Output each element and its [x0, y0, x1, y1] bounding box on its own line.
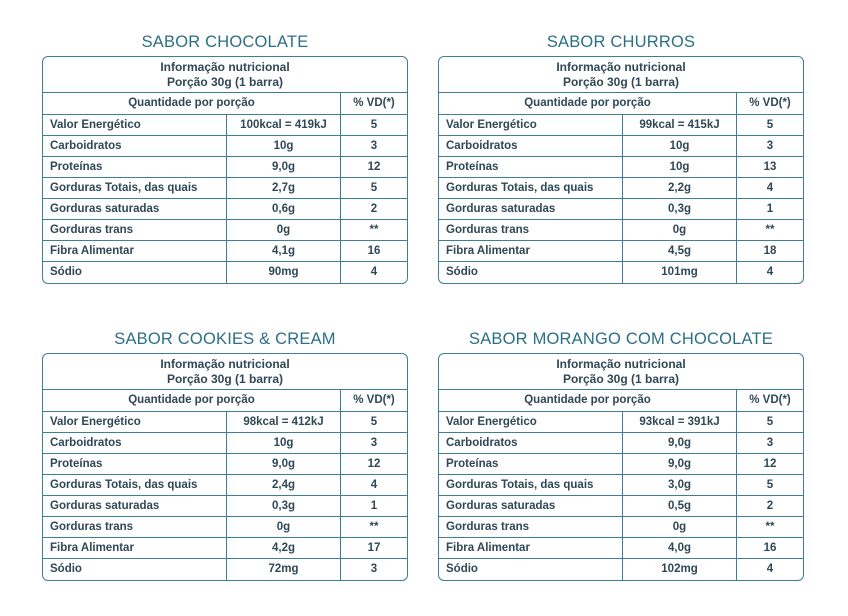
nutrient-quantity: 10g: [623, 157, 737, 177]
nutrient-name: Gorduras saturadas: [43, 199, 227, 219]
nutrient-name: Carboidratos: [43, 136, 227, 156]
table-row: [439, 199, 803, 220]
nutrient-quantity: 0g: [227, 220, 341, 240]
nutrient-vd: 3: [766, 437, 774, 449]
nutrient-vd: 5: [766, 479, 774, 491]
nutrient-vd: 17: [367, 542, 381, 554]
nutrient-vd: 12: [367, 458, 381, 470]
nutrient-quantity: 0,5g: [623, 496, 737, 516]
nutrient-vd: 1: [766, 203, 774, 215]
nutrient-name: Valor Energético: [439, 115, 623, 135]
nutrient-quantity: 2,2g: [623, 178, 737, 198]
nutrient-name: Sódio: [43, 262, 227, 283]
nutrient-vd: **: [765, 521, 775, 533]
nutrient-vd: 4: [766, 266, 774, 278]
nutrient-vd: 3: [370, 563, 378, 575]
table-row: [43, 454, 407, 475]
panel-morango-chocolate: [438, 328, 804, 581]
nutrient-vd: 16: [763, 542, 777, 554]
info-title: Informação nutricional: [556, 60, 686, 74]
nutrient-quantity: 4,0g: [623, 538, 737, 558]
serving-size: Porção 30g (1 barra): [166, 372, 284, 386]
nutrient-name: Gorduras Totais, das quais: [43, 475, 227, 495]
nutrient-name: Valor Energético: [43, 412, 227, 432]
table-row: [439, 475, 803, 496]
nutrient-vd: **: [765, 224, 775, 236]
nutrient-vd: 12: [763, 458, 777, 470]
column-header-row: [439, 390, 803, 412]
nutrient-name: Proteínas: [43, 454, 227, 474]
nutrient-name: Gorduras trans: [439, 517, 623, 537]
nutrition-table: [438, 353, 804, 581]
nutrient-vd: 3: [766, 140, 774, 152]
info-title: Informação nutricional: [556, 357, 686, 371]
nutrient-quantity: 9,0g: [623, 433, 737, 453]
nutrient-vd: 1: [370, 500, 378, 512]
serving-size: Porção 30g (1 barra): [166, 75, 284, 89]
table-row: [43, 136, 407, 157]
nutrient-quantity: 0,6g: [227, 199, 341, 219]
table-row: [43, 538, 407, 559]
table-row: [43, 115, 407, 136]
nutrient-quantity: 101mg: [623, 262, 737, 283]
nutrient-quantity: 4,1g: [227, 241, 341, 261]
nutrient-name: Proteínas: [43, 157, 227, 177]
nutrient-vd: 5: [766, 119, 774, 131]
nutrient-quantity: 9,0g: [227, 157, 341, 177]
panel-chocolate: [42, 31, 408, 284]
nutrient-name: Gorduras Totais, das quais: [439, 178, 623, 198]
table-row: [43, 433, 407, 454]
nutrient-vd: 2: [370, 203, 378, 215]
nutrition-header: [439, 57, 803, 93]
nutrient-vd: 4: [766, 563, 774, 575]
flavor-title: SABOR COOKIES & CREAM: [114, 330, 336, 348]
table-row: [439, 115, 803, 136]
serving-size: Porção 30g (1 barra): [562, 372, 680, 386]
nutrient-vd: 18: [763, 245, 777, 257]
nutrient-vd: 4: [766, 182, 774, 194]
nutrient-quantity: 0g: [623, 220, 737, 240]
table-row: [43, 412, 407, 433]
table-row: [43, 241, 407, 262]
nutrient-quantity: 0g: [227, 517, 341, 537]
nutrient-quantity: 10g: [623, 136, 737, 156]
column-header-row: [439, 93, 803, 115]
nutrition-table: [42, 353, 408, 581]
column-header-row: [43, 93, 407, 115]
nutrient-name: Proteínas: [439, 157, 623, 177]
table-row: [439, 454, 803, 475]
nutrient-quantity: 0g: [623, 517, 737, 537]
flavor-title: SABOR CHOCOLATE: [141, 33, 309, 51]
table-row: [43, 178, 407, 199]
table-row: [43, 199, 407, 220]
column-header-row: [43, 390, 407, 412]
nutrient-name: Carboidratos: [439, 136, 623, 156]
nutrient-name: Fibra Alimentar: [439, 241, 623, 261]
nutrient-vd: 5: [370, 119, 378, 131]
table-row: [43, 559, 407, 580]
nutrition-header: [43, 354, 407, 390]
table-row: [439, 496, 803, 517]
nutrient-quantity: 72mg: [227, 559, 341, 580]
info-title: Informação nutricional: [160, 60, 290, 74]
nutrient-name: Sódio: [439, 559, 623, 580]
nutrient-quantity: 98kcal = 412kJ: [227, 412, 341, 432]
qty-header: Quantidade por porção: [439, 93, 737, 114]
serving-size: Porção 30g (1 barra): [562, 75, 680, 89]
table-row: [439, 136, 803, 157]
panel-cookies-cream: [42, 328, 408, 581]
nutrient-vd: 3: [370, 140, 378, 152]
qty-header: Quantidade por porção: [439, 390, 737, 411]
nutrient-vd: 4: [370, 479, 378, 491]
table-row: [43, 262, 407, 283]
vd-header: % VD(*): [353, 97, 395, 109]
table-row: [439, 433, 803, 454]
nutrient-vd: 5: [766, 416, 774, 428]
nutrient-quantity: 100kcal = 419kJ: [227, 115, 341, 135]
nutrient-name: Gorduras saturadas: [439, 199, 623, 219]
nutrient-vd: 3: [370, 437, 378, 449]
nutrient-name: Valor Energético: [43, 115, 227, 135]
vd-header: % VD(*): [749, 97, 791, 109]
nutrient-vd: 12: [367, 161, 381, 173]
table-row: [439, 538, 803, 559]
nutrient-name: Sódio: [439, 262, 623, 283]
nutrient-name: Fibra Alimentar: [43, 241, 227, 261]
nutrient-quantity: 93kcal = 391kJ: [623, 412, 737, 432]
nutrient-name: Gorduras saturadas: [43, 496, 227, 516]
nutrient-quantity: 10g: [227, 433, 341, 453]
nutrient-vd: 16: [367, 245, 381, 257]
table-row: [439, 178, 803, 199]
table-row: [439, 157, 803, 178]
nutrient-name: Gorduras saturadas: [439, 496, 623, 516]
nutrient-vd: 13: [763, 161, 777, 173]
panel-churros: [438, 31, 804, 284]
table-row: [43, 157, 407, 178]
nutrition-table: [438, 56, 804, 284]
table-row: [43, 517, 407, 538]
nutrient-quantity: 4,5g: [623, 241, 737, 261]
table-row: [43, 496, 407, 517]
table-row: [439, 241, 803, 262]
table-row: [439, 517, 803, 538]
table-row: [43, 220, 407, 241]
nutrition-header: [439, 354, 803, 390]
nutrition-table: [42, 56, 408, 284]
flavor-title: SABOR MORANGO COM CHOCOLATE: [469, 330, 773, 348]
info-title: Informação nutricional: [160, 357, 290, 371]
nutrient-name: Gorduras Totais, das quais: [43, 178, 227, 198]
vd-header: % VD(*): [749, 394, 791, 406]
nutrient-quantity: 9,0g: [227, 454, 341, 474]
nutrient-quantity: 2,7g: [227, 178, 341, 198]
nutrient-name: Carboidratos: [43, 433, 227, 453]
nutrient-name: Gorduras trans: [439, 220, 623, 240]
nutrient-name: Gorduras trans: [43, 220, 227, 240]
nutrient-quantity: 99kcal = 415kJ: [623, 115, 737, 135]
nutrient-vd: 4: [370, 266, 378, 278]
table-row: [43, 475, 407, 496]
table-row: [439, 220, 803, 241]
nutrient-name: Fibra Alimentar: [439, 538, 623, 558]
flavor-title: SABOR CHURROS: [546, 33, 696, 51]
nutrient-vd: **: [369, 521, 379, 533]
table-row: [439, 262, 803, 283]
nutrient-name: Sódio: [43, 559, 227, 580]
nutrient-name: Valor Energético: [439, 412, 623, 432]
nutrient-quantity: 3,0g: [623, 475, 737, 495]
nutrient-name: Carboidratos: [439, 433, 623, 453]
nutrient-vd: **: [369, 224, 379, 236]
nutrient-name: Gorduras Totais, das quais: [439, 475, 623, 495]
nutrient-name: Gorduras trans: [43, 517, 227, 537]
nutrient-name: Fibra Alimentar: [43, 538, 227, 558]
nutrient-vd: 5: [370, 416, 378, 428]
nutrient-name: Proteínas: [439, 454, 623, 474]
nutrient-quantity: 90mg: [227, 262, 341, 283]
nutrient-vd: 2: [766, 500, 774, 512]
nutrient-quantity: 4,2g: [227, 538, 341, 558]
table-row: [439, 559, 803, 580]
nutrient-quantity: 102mg: [623, 559, 737, 580]
nutrient-quantity: 0,3g: [623, 199, 737, 219]
qty-header: Quantidade por porção: [43, 390, 341, 411]
nutrient-quantity: 10g: [227, 136, 341, 156]
nutrient-quantity: 9,0g: [623, 454, 737, 474]
nutrient-quantity: 0,3g: [227, 496, 341, 516]
nutrition-header: [43, 57, 407, 93]
nutrient-quantity: 2,4g: [227, 475, 341, 495]
vd-header: % VD(*): [353, 394, 395, 406]
table-row: [439, 412, 803, 433]
qty-header: Quantidade por porção: [43, 93, 341, 114]
nutrient-vd: 5: [370, 182, 378, 194]
